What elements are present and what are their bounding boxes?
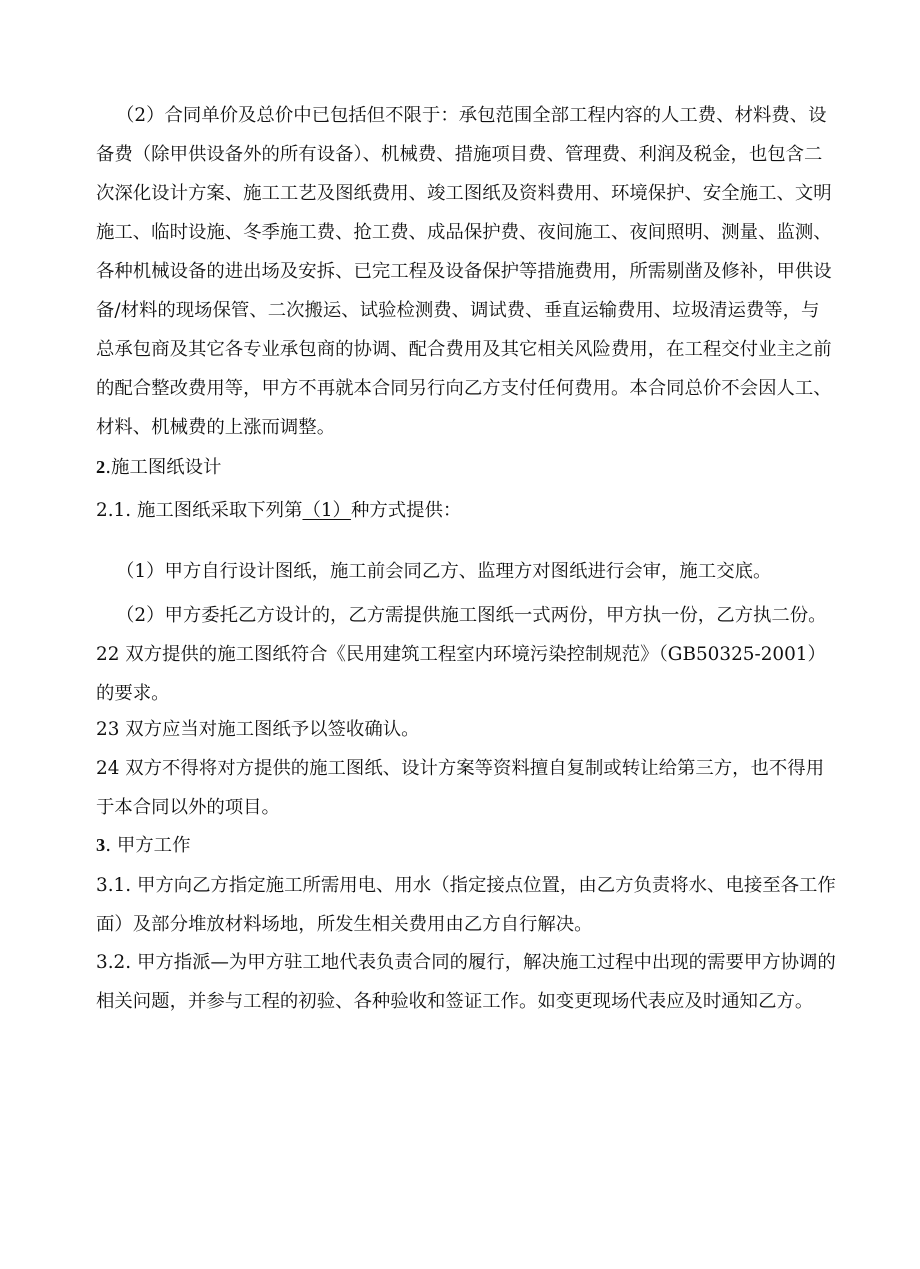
- item-2-1-option-1: （1）甲方自行设计图纸，施工前会同乙方、监理方对图纸进行会审，施工交底。: [116, 561, 772, 582]
- paragraph-price-scope: （2）合同单价及总价中已包括但不限于：承包范围全部工程内容的人工费、材料费、设备费（除甲供设备外的所有设备）、机械费、措施项目费、管理费、利润及税金，也包含二次深化设计方案、施工工艺及图纸费用、竣工图纸及资料费用、环境保护、安全施工、文明施工、临时设施、冬季施工费、抢工费、成品保护费、夜间施工、夜间照明、测量、监测、各种机械设备的进出场及安拆、已完工程及设备保护等措施费用，所需剔凿及修补，甲供设备/材料的现场保管、二次搬运、试验检测费、调试费、垂直运输费用、垃圾清运费等，与总承包商及其它各专业承包商的协调、配合费用及其它相关风险费用，在工程交付业主之前的配合整改费用等，甲方不再就本合同另行向乙方支付任何费用。本合同总价不会因人工、材料、机械费的上涨而调整。: [96, 105, 832, 438]
- item-2-1-option-2: （2）甲方委托乙方设计的，乙方需提供施工图纸一式两份，甲方执一份，乙方执二份。: [116, 605, 827, 626]
- item-3-2: 3.2. 甲方指派—为甲方驻工地代表负责合同的履行，解决施工过程中出现的需要甲方协调的相关问题，并参与工程的初验、各种验收和签证工作。如变更现场代表应及时通知乙方。: [96, 952, 836, 1012]
- section-2-heading: [96, 448, 836, 487]
- item-2-4: 24 双方不得将对方提供的施工图纸、设计方案等资料擅自复制或转让给第三方，也不得用于本合同以外的项目。: [96, 758, 825, 818]
- section-2-number: 2: [96, 457, 106, 477]
- section-3-number: 3: [96, 835, 106, 855]
- item-2-3: 23 双方应当对施工图纸予以签收确认。: [96, 719, 420, 740]
- section-3-title: . 甲方工作: [105, 835, 191, 856]
- item-3-1: 3.1. 甲方向乙方指定施工所需用电、用水（指定接点位置，由乙方负责将水、电接至各工作面）及部分堆放材料场地，所发生相关费用由乙方自行解决。: [96, 875, 836, 935]
- item-2-1-blank: （1）: [302, 500, 351, 521]
- item-2-1-text: 2.1. 施工图纸采取下列第: [96, 500, 303, 521]
- item-2-1-tail: 种方式提供：: [350, 500, 462, 521]
- item-2-1: [96, 491, 836, 530]
- section-2-title: .施工图纸设计: [105, 457, 222, 478]
- section-3-heading: [96, 826, 836, 865]
- item-2-2: 22 双方提供的施工图纸符合《民用建筑工程室内环境污染控制规范》（GB50325-2001）的要求。: [96, 644, 826, 704]
